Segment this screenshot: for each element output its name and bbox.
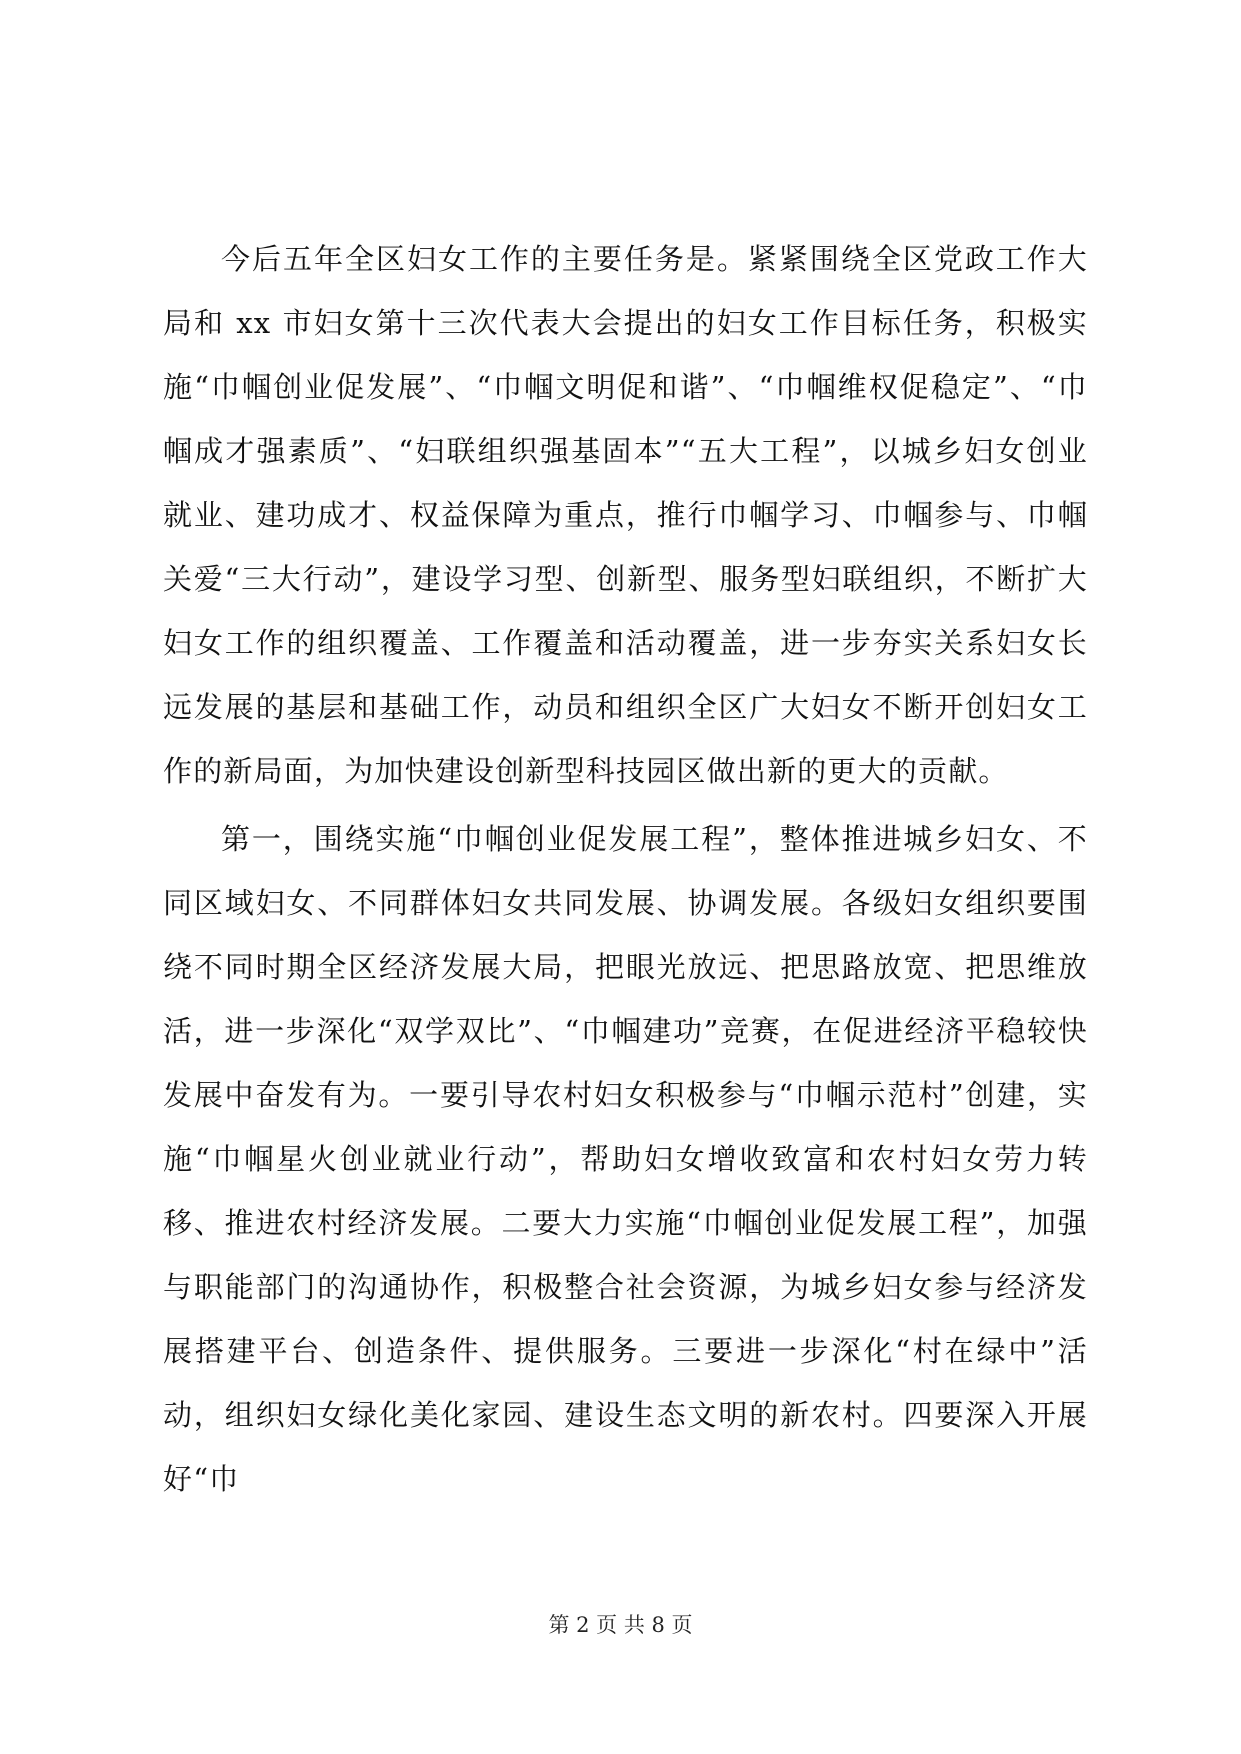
document-body bbox=[163, 227, 1088, 1511]
page-footer: 第 2 页 共 8 页 bbox=[548, 1613, 693, 1637]
paragraph-first-item: 第一，围绕实施“巾帼创业促发展工程”，整体推进城乡妇女、不同区域妇女、不同群体妇女共同发展、协调发展。各级妇女组织要围绕不同时期全区经济发展大局，把眼光放远、把思路放宽、把思维放活，进一步深化“双学双比”、“巾帼建功”竞赛，在促进经济平稳较快发展中奋发有为。一要引导农村妇女积极参与“巾帼示范村”创建，实施“巾帼星火创业就业行动”，帮助妇女增收致富和农村妇女劳力转移、推进农村经济发展。二要大力实施“巾帼创业促发展工程”，加强与职能部门的沟通协作，积极整合社会资源，为城乡妇女参与经济发展搭建平台、创造条件、提供服务。三要进一步深化“村在绿中”活动，组织妇女绿化美化家园、建设生态文明的新农村。四要深入开展好“巾 bbox=[163, 822, 1088, 1496]
paragraph-main-tasks: 今后五年全区妇女工作的主要任务是。紧紧围绕全区党政工作大局和 xx 市妇女第十三次代表大会提出的妇女工作目标任务，积极实施“巾帼创业促发展”、“巾帼文明促和谐”、“巾帼维权促稳定”、“巾帼成才强素质”、“妇联组织强基固本”“五大工程”，以城乡妇女创业就业、建功成才、权益保障为重点，推行巾帼学习、巾帼参与、巾帼关爱“三大行动”，建设学习型、创新型、服务型妇联组织，不断扩大妇女工作的组织覆盖、工作覆盖和活动覆盖，进一步夯实关系妇女长远发展的基层和基础工作，动员和组织全区广大妇女不断开创妇女工作的新局面，为加快建设创新型科技园区做出新的更大的贡献。 bbox=[163, 242, 1088, 788]
